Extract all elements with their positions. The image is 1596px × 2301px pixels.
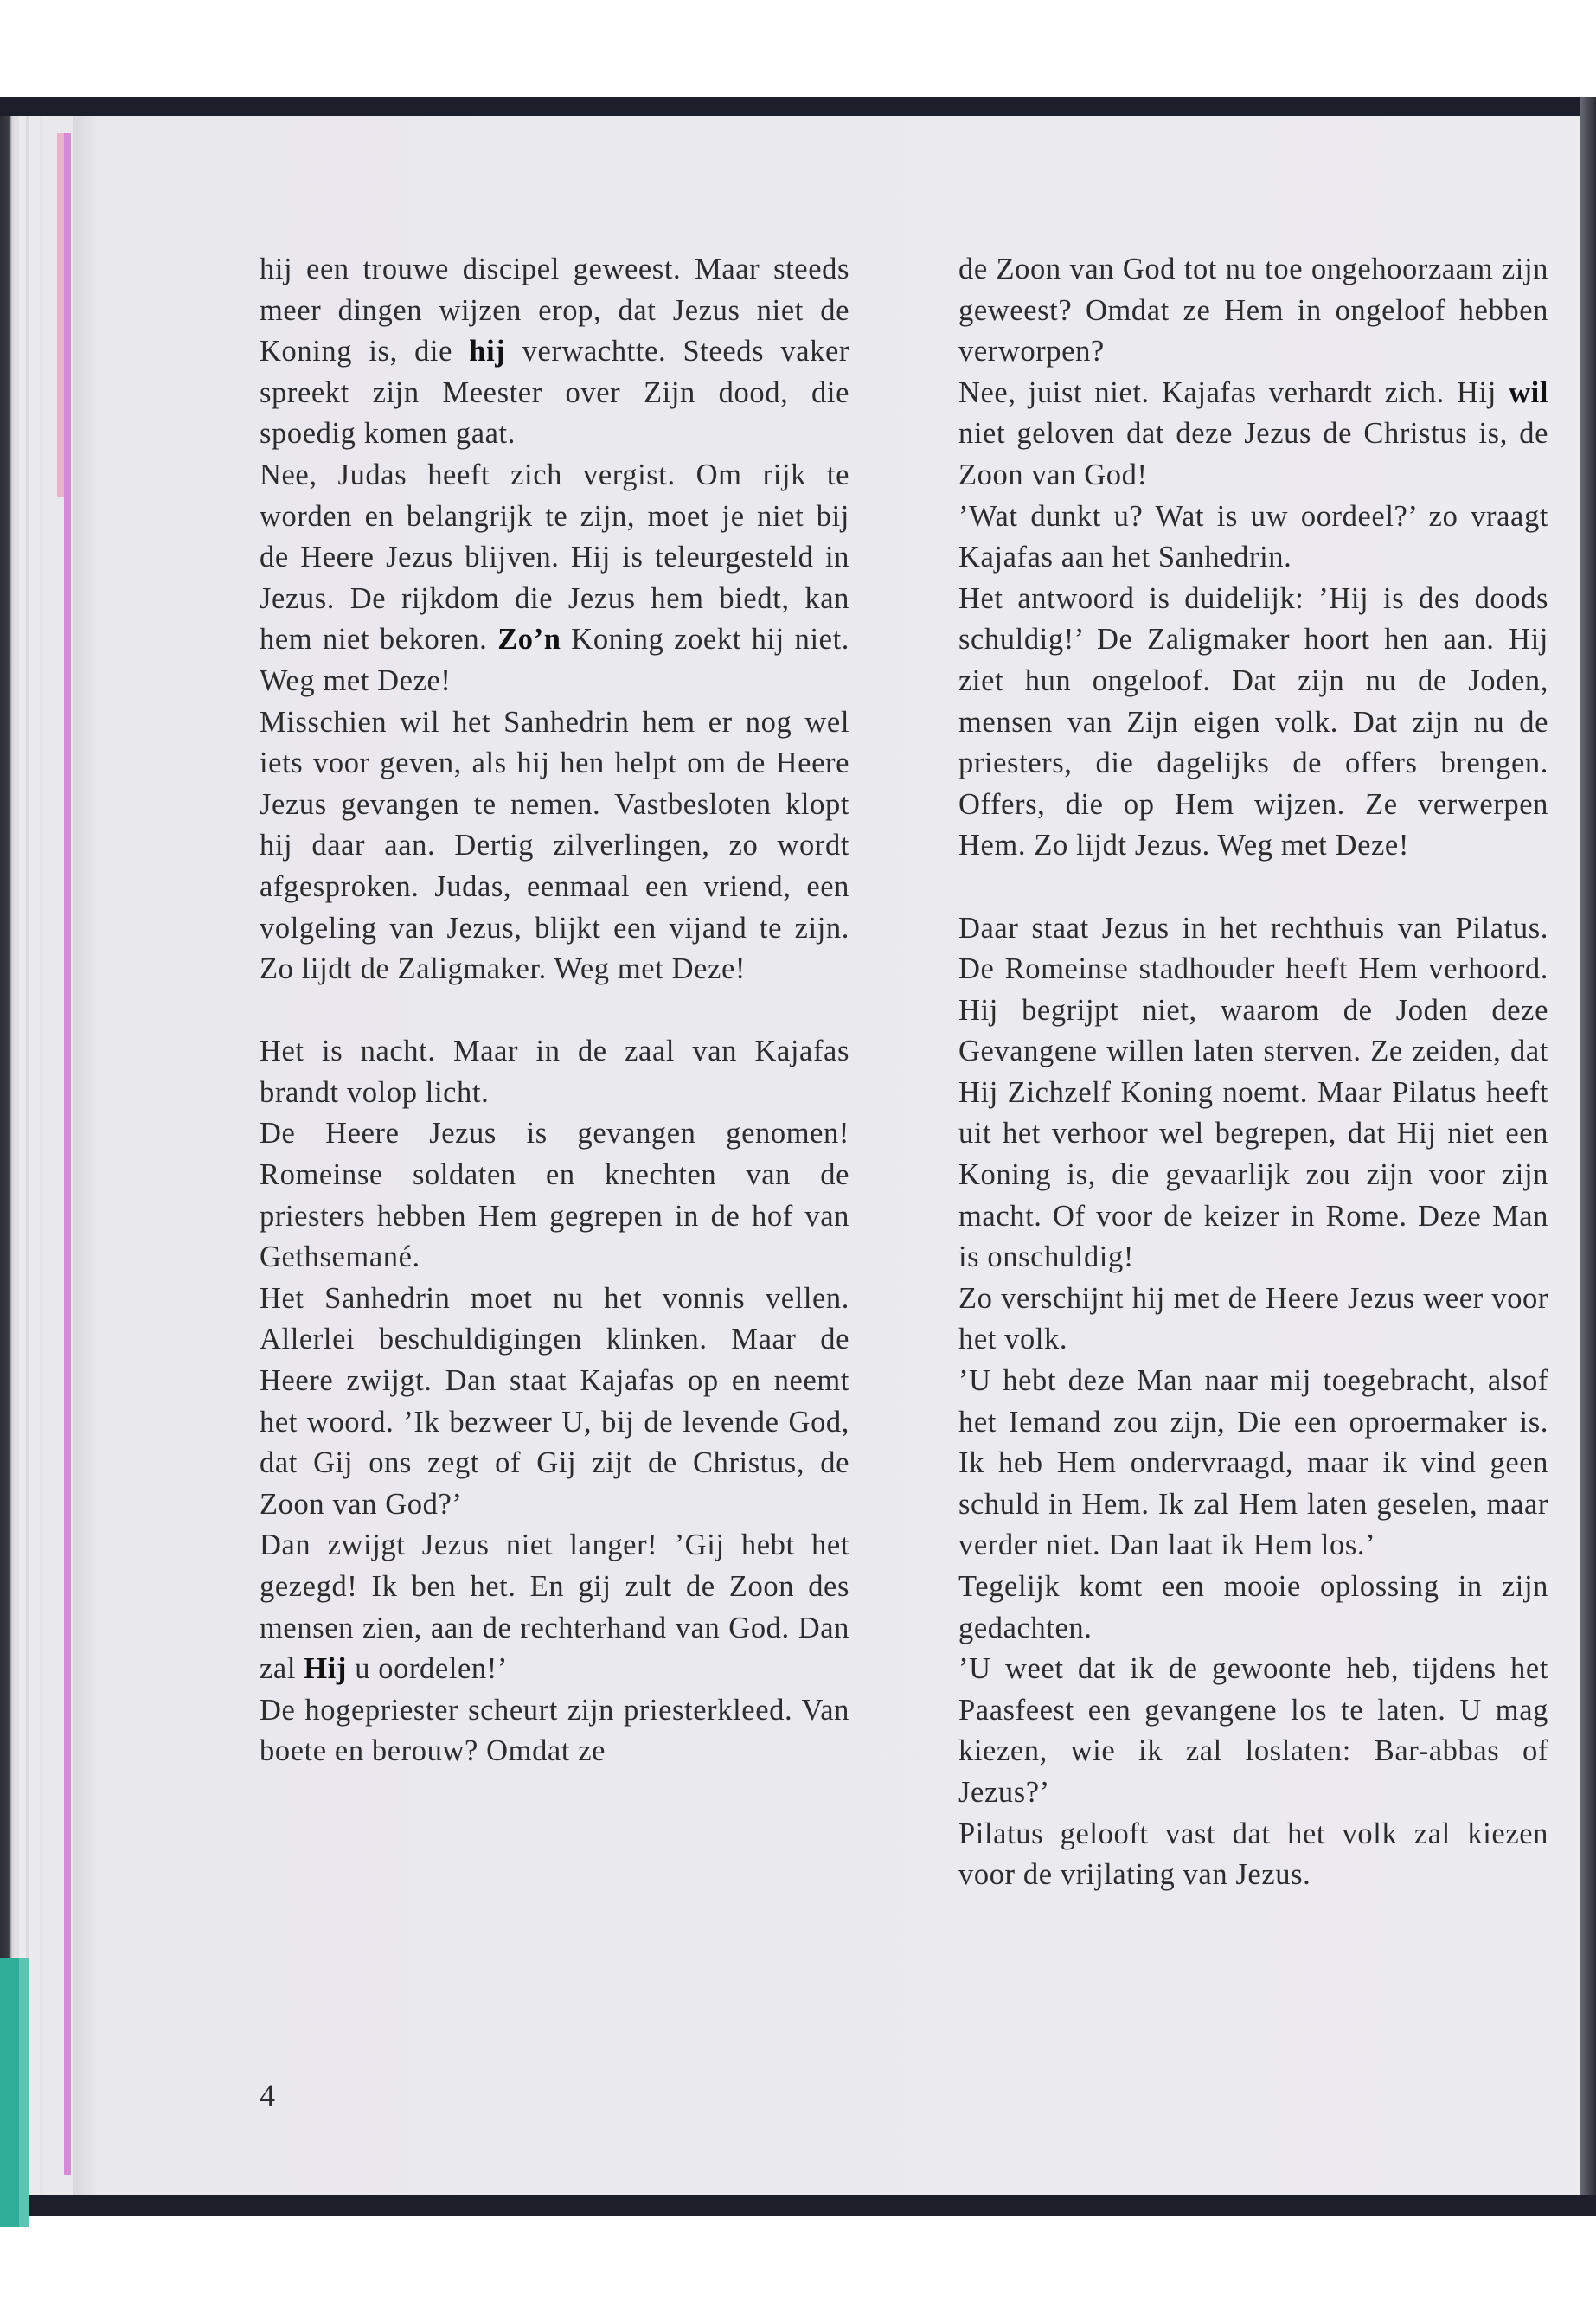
colored-page-edge bbox=[57, 133, 64, 497]
scan-border-right bbox=[1580, 97, 1596, 2216]
text-run: hij een trouwe discipel geweest. Maar steeds meer dingen wijzen erop, dat Jezus niet de Koning is, die bbox=[260, 253, 849, 369]
paragraph: Pilatus gelooft vast dat het volk zal kiezen voor de vrijlating van Jezus. bbox=[958, 1817, 1548, 1892]
paragraph: ’Wat dunkt u? Wat is uw oordeel?’ zo vraagt Kajafas aan het Sanhedrin. bbox=[958, 499, 1548, 574]
colored-page-edge bbox=[19, 1958, 29, 2227]
paragraph: ’U weet dat ik de gewoonte heb, tijdens het Paasfeest een gevangene los te laten. U mag kiezen, wie ik zal loslaten: Bar-abbas of Jezus?’ bbox=[958, 1652, 1548, 1809]
emphasis: hij bbox=[469, 335, 506, 369]
colored-page-edge bbox=[64, 133, 71, 2175]
paragraph: De hogepriester scheurt zijn priesterkleed. Van boete en berouw? Omdat ze bbox=[260, 1693, 849, 1768]
paragraph bbox=[958, 373, 1548, 497]
page-edge-stack bbox=[0, 116, 73, 2195]
text-run: Dan zwijgt Jezus niet langer! ’Gij hebt het gezegd! Ik ben het. En gij zult de Zoon des mensen zien, aan de rechterhand van God. Dan zal bbox=[260, 1529, 849, 1686]
emphasis: Hij bbox=[304, 1652, 347, 1686]
page-edge-stripe bbox=[16, 116, 19, 2195]
text-run: Nee, Judas heeft zich vergist. Om rijk te worden en belangrijk te zijn, moet je niet bij de Heere Jezus blijven. Hij is teleurgesteld in Jezus. De rijkdom die Jezus hem biedt, kan hem niet bekoren. bbox=[260, 458, 849, 657]
paragraph bbox=[260, 1525, 849, 1689]
paragraph bbox=[260, 249, 849, 455]
paragraph: Daar staat Jezus in het rechthuis van Pilatus. De Romeinse stadhouder heeft Hem verhoord. Hij begrijpt niet, waarom de Joden deze Gevangene willen laten sterven. Ze zeiden, dat Hij Zichzelf Koning noemt. Maar Pilatus heeft uit het verhoor wel begrepen, dat Hij niet een Koning is, die gevaarlijk zou zijn voor zijn macht. Of voor de keizer in Rome. Deze Man is onschuldig! bbox=[958, 911, 1548, 1274]
text-run: u oordelen!’ bbox=[346, 1652, 508, 1686]
left-text-column bbox=[260, 249, 849, 1772]
page-edge-stripe bbox=[26, 116, 29, 2195]
right-text-column bbox=[958, 249, 1548, 1896]
paragraph: Misschien wil het Sanhedrin hem er nog wel iets voor geven, als hij hen helpt om de Heere Jezus gevangen te nemen. Vastbesloten klopt hij daar aan. Dertig zilverlingen, zo wordt afgesproken. Judas, eenmaal een vriend, een volgeling van Jezus, blijkt een vijand te zijn. Zo lijdt de Zaligmaker. Weg met Deze! bbox=[260, 705, 849, 986]
text-run: Nee, juist niet. Kajafas verhardt zich. Hij bbox=[958, 375, 1509, 409]
page-edge-stripe bbox=[40, 116, 43, 2195]
paragraph: Tegelijk komt een mooie oplossing in zijn gedachten. bbox=[958, 1570, 1548, 1644]
paragraph: de Zoon van God tot nu toe ongehoorzaam zijn geweest? Omdat ze Hem in ongeloof hebben verworpen? bbox=[958, 253, 1548, 369]
paragraph: Het is nacht. Maar in de zaal van Kajafas brandt volop licht. bbox=[260, 1035, 849, 1109]
emphasis: Zo’n bbox=[497, 623, 561, 657]
scan-border-top bbox=[0, 97, 1596, 116]
emphasis: wil bbox=[1509, 375, 1548, 409]
paragraph: Het Sanhedrin moet nu het vonnis vellen. Allerlei beschuldigingen klinken. Maar de Heere zwijgt. Dan staat Kajafas op en neemt het woord. ’Ik bezweer U, bij de levende God, dat Gij ons zegt of Gij zijt de Christus, de Zoon van God?’ bbox=[260, 1281, 849, 1521]
paragraph: Het antwoord is duidelijk: ’Hij is des doods schuldig!’ De Zaligmaker hoort hen aan. Hij ziet hun ongeloof. Dat zijn nu de Joden, mensen van Zijn eigen volk. Dat zijn nu de priesters, die dagelijks de offers brengen. Offers, die op Hem wijzen. Ze verwerpen Hem. Zo lijdt Jezus. Weg met Deze! bbox=[958, 581, 1548, 862]
paragraph: ’U hebt deze Man naar mij toegebracht, alsof het Iemand zou zijn, Die een oproermaker is. Ik heb Hem ondervraagd, maar ik vind geen schuld in Hem. Ik zal Hem laten geselen, maar verder niet. Dan laat ik Hem los.’ bbox=[958, 1364, 1548, 1562]
text-run: verwachtte. Steeds vaker spreekt zijn Meester over Zijn dood, die spoedig komen gaat. bbox=[260, 335, 849, 451]
paragraph: Zo verschijnt hij met de Heere Jezus weer voor het volk. bbox=[958, 1281, 1548, 1356]
text-run: Koning zoekt hij niet. Weg met Deze! bbox=[260, 623, 849, 697]
page-number: 4 bbox=[260, 2078, 275, 2112]
paragraph: De Heere Jezus is gevangen genomen! Romeinse soldaten en knechten van de priesters hebben Hem gegrepen in de hof van Gethsemané. bbox=[260, 1117, 849, 1274]
text-run: niet geloven dat deze Jezus de Christus is, de Zoon van God! bbox=[958, 417, 1548, 491]
paragraph bbox=[260, 455, 849, 702]
colored-page-edge bbox=[0, 1958, 19, 2227]
scan-border-bottom bbox=[0, 2195, 1596, 2216]
